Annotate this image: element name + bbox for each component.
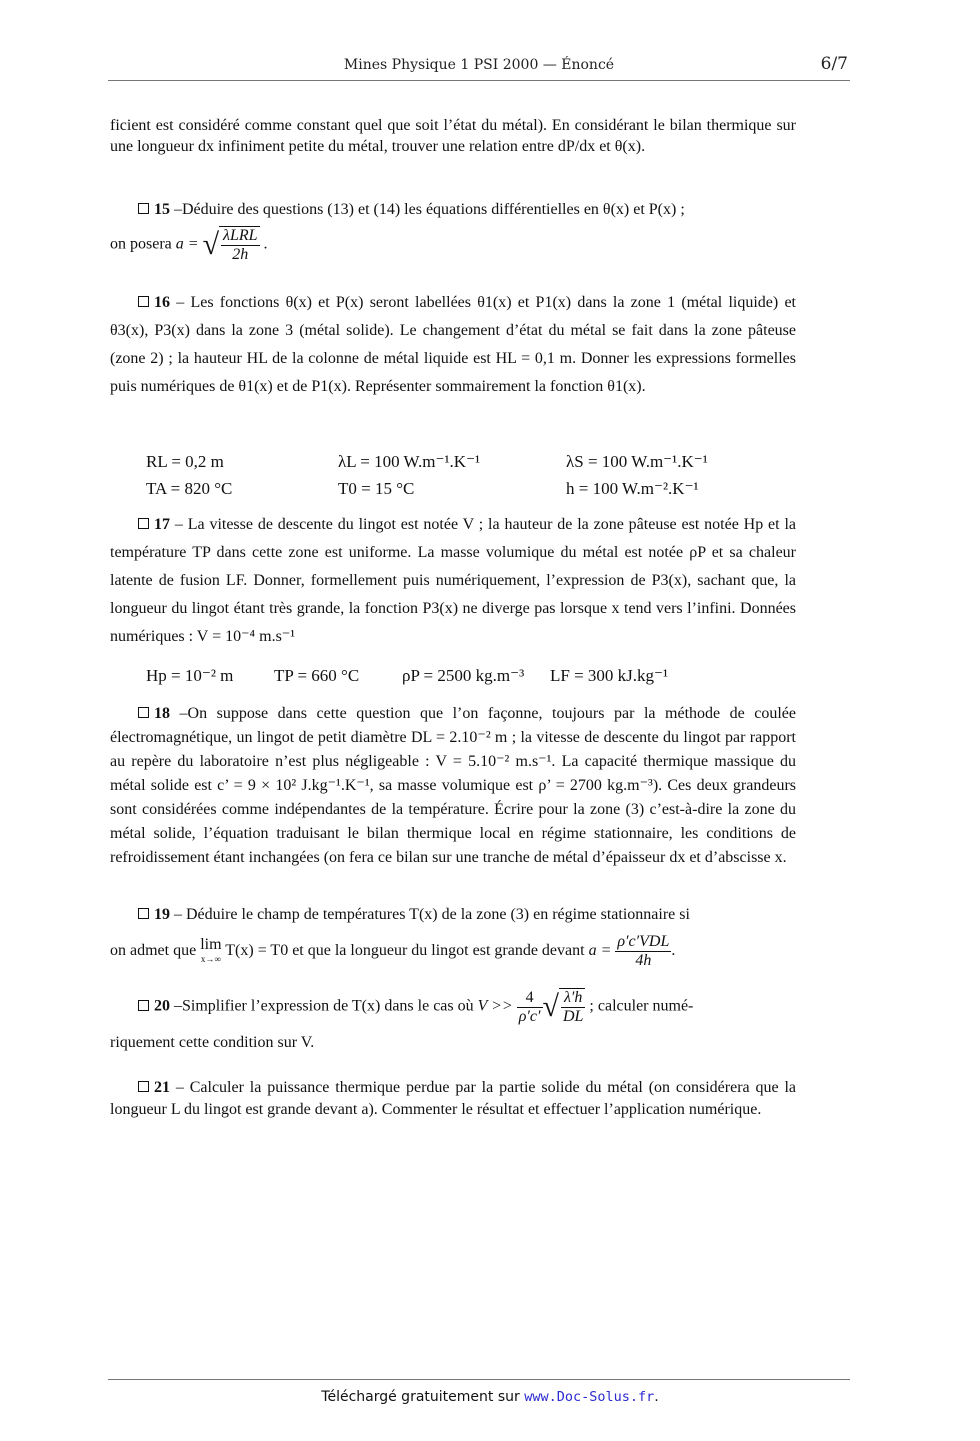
- checkbox-icon: [138, 1081, 149, 1092]
- intro-paragraph: [110, 115, 796, 157]
- question-number: 19: [154, 906, 170, 923]
- question-number: 16: [154, 294, 170, 311]
- page-footer: [0, 1389, 980, 1405]
- checkbox-icon: [138, 707, 149, 718]
- question-text: –On suppose dans cette question que l’on façonne, toujours par la méthode de coulée électromagnétique, un lingot de petit diamètre DL = 2.10⁻² m ; la vitesse de descente du lingot par rapport au repère du laboratoire n’est plus négligeable : V = 5.10⁻² m.s⁻¹. La capacité thermique massique du métal solide est c’ = 9 × 10² J.kg⁻¹.K⁻¹, sa masse volumique est ρ’ = 2700 kg.m⁻³). Ces deux grandeurs sont considérées comme indépendantes de la température. Écrire pour la zone (3) c’est-à-dire la zone du métal solide, l’équation traduisant le bilan thermique local en régime stationnaire, les conditions de refroidissement étant inchangées (on fera ce bilan sur une tranche de métal d’épaisseur dx et d’abscisse x.: [110, 705, 797, 866]
- line-text: T(x) = T0 et que la longueur du lingot est grande devant: [225, 942, 585, 960]
- question-text: – Calculer la puissance thermique perdue par la partie solide du métal (on considérera que la longueur L du lingot est grande devant a). Commenter le résultat et effectuer l’application numérique.: [110, 1079, 797, 1118]
- question-text-line2: riquement cette condition sur V.: [110, 1034, 315, 1051]
- footer-text: Téléchargé gratuitement sur: [321, 1389, 520, 1405]
- data-value: λL = 100 W.m⁻¹.K⁻¹: [338, 451, 481, 471]
- question-21: [110, 1077, 796, 1121]
- formula-end: .: [671, 942, 676, 960]
- footer-divider: [108, 1379, 850, 1380]
- question-text: –Simplifier l’expression de T(x) dans le cas où: [174, 997, 474, 1015]
- limit-subscript: x→∞: [200, 953, 221, 964]
- question-number: 20: [154, 997, 170, 1015]
- data-value: RL = 0,2 m: [146, 451, 224, 471]
- fraction-denominator: ρ′c′: [518, 1007, 541, 1025]
- question-text: – La vitesse de descente du lingot est notée V ; la hauteur de la zone pâteuse est notée Hp et la température TP dans cette zone est uniforme. La masse volumique du métal est notée ρP et sa chaleur latente de fusion LF. Donner, formellement puis numériquement, l’expression de P3(x), sachant que, la longueur du lingot étant très grande, la fonction P3(x) ne diverge pas lorsque x tend vers l’infini. Données numériques : V = 10⁻⁴ m.s⁻¹: [110, 516, 797, 645]
- document-title: Mines Physique 1 PSI 2000 — Énoncé: [343, 57, 615, 73]
- data-row: [146, 475, 766, 502]
- checkbox-icon: [138, 296, 149, 307]
- formula-numerator: λLRL: [223, 227, 258, 244]
- formula-denominator: 4h: [635, 952, 652, 969]
- data-row: [146, 448, 766, 475]
- footer-end: .: [654, 1389, 659, 1405]
- question-number: 17: [154, 516, 170, 533]
- checkbox-icon: [138, 1000, 149, 1011]
- checkbox-icon: [138, 518, 149, 529]
- limit-operator: lim: [200, 935, 222, 953]
- formula-numerator: ρ′c′VDL: [617, 933, 670, 950]
- data-row: [146, 662, 746, 689]
- formula-denominator: 2h: [232, 246, 249, 263]
- data-value: T0 = 15 °C: [338, 478, 415, 498]
- question-number: 15: [154, 201, 170, 218]
- sqrt-icon: √: [202, 228, 220, 261]
- question-text-after: ; calculer numé-: [589, 997, 694, 1015]
- question-number: 21: [154, 1079, 170, 1096]
- sqrt-numerator: λ′h: [561, 989, 585, 1008]
- data-value: TP = 660 °C: [274, 665, 360, 685]
- page-number: 6/7: [820, 54, 848, 74]
- data-value: Hp = 10⁻² m: [146, 665, 234, 685]
- question-18: [110, 702, 796, 870]
- fraction-numerator: 4: [517, 989, 543, 1008]
- question-text: – Déduire le champ de températures T(x) de la zone (3) en régime stationnaire si: [174, 906, 690, 923]
- question-text: –Déduire des questions (13) et (14) les équations différentielles en θ(x) et P(x) ;: [174, 201, 685, 218]
- question-20: [110, 988, 796, 1053]
- data-table-16: [146, 448, 766, 502]
- data-value: TA = 820 °C: [146, 478, 233, 498]
- checkbox-icon: [138, 908, 149, 919]
- data-value: λS = 100 W.m⁻¹.K⁻¹: [566, 451, 708, 471]
- data-value: LF = 300 kJ.kg⁻¹: [550, 665, 669, 685]
- formula-end: .: [263, 235, 268, 253]
- page-header: [108, 52, 850, 81]
- formula-lhs: a =: [175, 235, 199, 253]
- sqrt-icon: √: [542, 990, 559, 1023]
- question-text: – Les fonctions θ(x) et P(x) seront labellées θ1(x) et P1(x) dans la zone 1 (métal liquide) et θ3(x), P3(x) dans la zone 3 (métal solide). Le changement d’état du métal se fait dans la zone pâteuse (zone 2) ; la hauteur HL de la colonne de métal liquide est HL = 0,1 m. Donner les expressions formelles puis numériques de θ1(x) et de P1(x). Représenter sommairement la fonction θ1(x).: [110, 294, 796, 395]
- data-value: ρP = 2500 kg.m⁻³: [402, 665, 525, 685]
- line-text: on admet que: [110, 942, 197, 960]
- question-15: [110, 199, 796, 264]
- question-16: [110, 289, 796, 401]
- question-17: [110, 511, 796, 651]
- question-19: [110, 904, 796, 970]
- formula-lead: on posera: [110, 235, 172, 253]
- condition-lhs: V >>: [477, 997, 513, 1015]
- formula-lhs: a =: [588, 942, 612, 960]
- checkbox-icon: [138, 203, 149, 214]
- data-table-17: [146, 662, 746, 689]
- footer-link[interactable]: www.Doc-Solus.fr: [524, 1389, 655, 1405]
- question-number: 18: [154, 705, 170, 722]
- data-value: h = 100 W.m⁻².K⁻¹: [566, 478, 699, 498]
- intro-text: ficient est considéré comme constant quel que soit l’état du métal). En considérant le bilan thermique sur une longueur dx infiniment petite du métal, trouver une relation entre dP/dx et θ(x).: [110, 117, 796, 155]
- sqrt-denominator: DL: [562, 1008, 584, 1025]
